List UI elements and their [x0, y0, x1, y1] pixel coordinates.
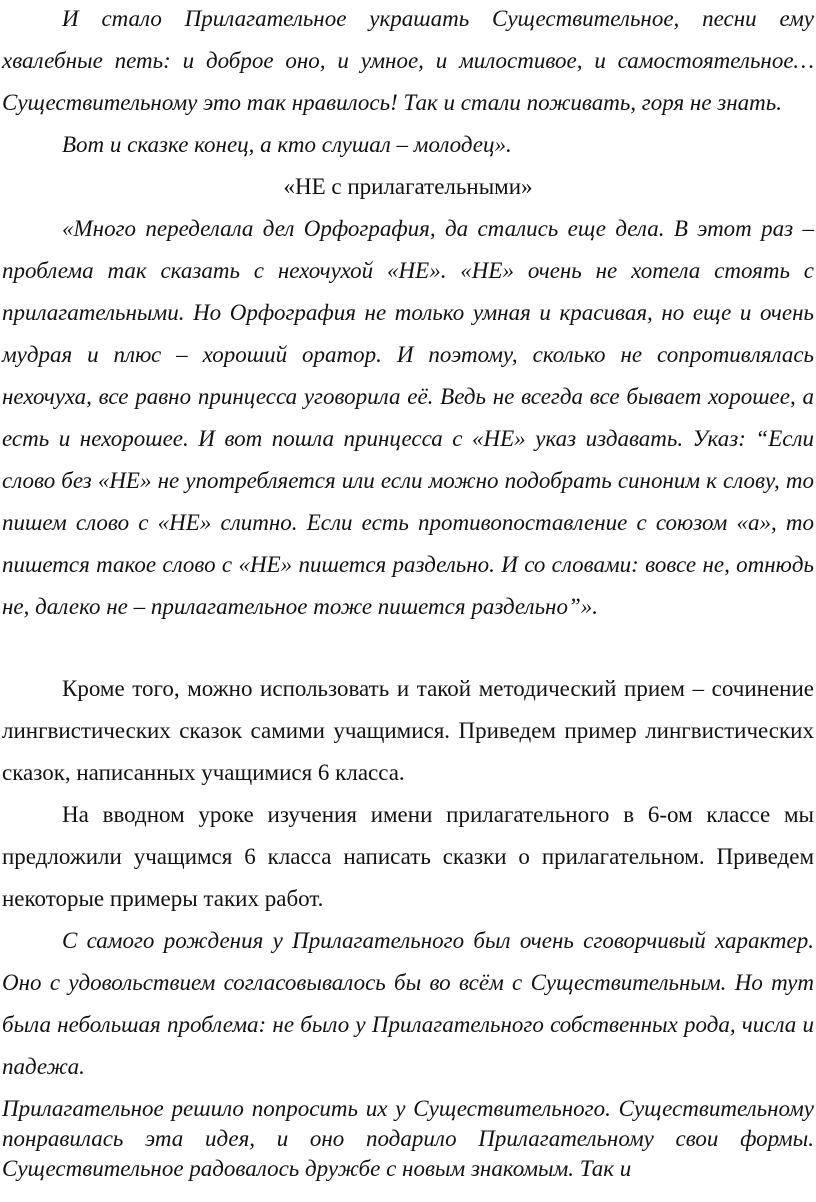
section-title: «НЕ с прилагательными»: [283, 174, 533, 199]
paragraph-student-tale-1: С самого рождения у Прилагательного был очень сговорчивый характер. Оно с удовольствием согласовывалось бы во всём с Существительным. Но тут была небольшая проблема: не было у Прилагательного собственных рода, числа и падежа.: [2, 928, 814, 1079]
paragraph-tale-moral: Вот и сказке конец, а кто слушал – молодец».: [62, 132, 512, 157]
paragraph-tale-ending: И стало Прилагательное украшать Существительное, песни ему хвалебные петь: и доброе оно, и умное, и милостивое, и самостоятельное… Существительному это так нравилось! Так и стали поживать, горя не знать.: [2, 6, 814, 115]
paragraph-student-tale-2: Прилагательное решило попросить их у Существительного. Существительному понравилась эта идея, и оно подарило Прилагательному свои формы. Существительное радовалось дружбе с новым знакомым. Так и: [2, 1096, 814, 1181]
paragraph-tale-ne: «Много переделала дел Орфография, да стались еще дела. В этот раз – проблема так сказать с нехочухой «НЕ». «НЕ» очень не хотела стоять с прилагательными. Но Орфография не только умная и красивая, но еще и очень мудрая и плюс – хороший оратор. И поэтому, сколько не сопротивлялась нехочуха, все равно принцесса уговорила её. Ведь не всегда все бывает хорошее, а есть и нехорошее. И вот пошла принцесса с «НЕ» указ издавать. Указ: “Если слово без «НЕ» не употребляется или если можно подобрать синоним к слову, то пишем слово с «НЕ» слитно. Если есть противопоставление с союзом «а», то пишется такое слово с «НЕ» пишется раздельно. И со словами: вовсе не, отнюдь не, далеко не – прилагательное тоже пишется раздельно”».: [2, 216, 814, 619]
paragraph-intro-lesson: На вводном уроке изучения имени прилагательного в 6-ом классе мы предложили учащимся 6 класса написать сказки о прилагательном. Приведем некоторые примеры таких работ.: [2, 802, 814, 911]
paragraph-method: Кроме того, можно использовать и такой методический прием – сочинение лингвистических сказок самими учащимися. Приведем пример лингвистических сказок, написанных учащимися 6 класса.: [2, 676, 814, 785]
